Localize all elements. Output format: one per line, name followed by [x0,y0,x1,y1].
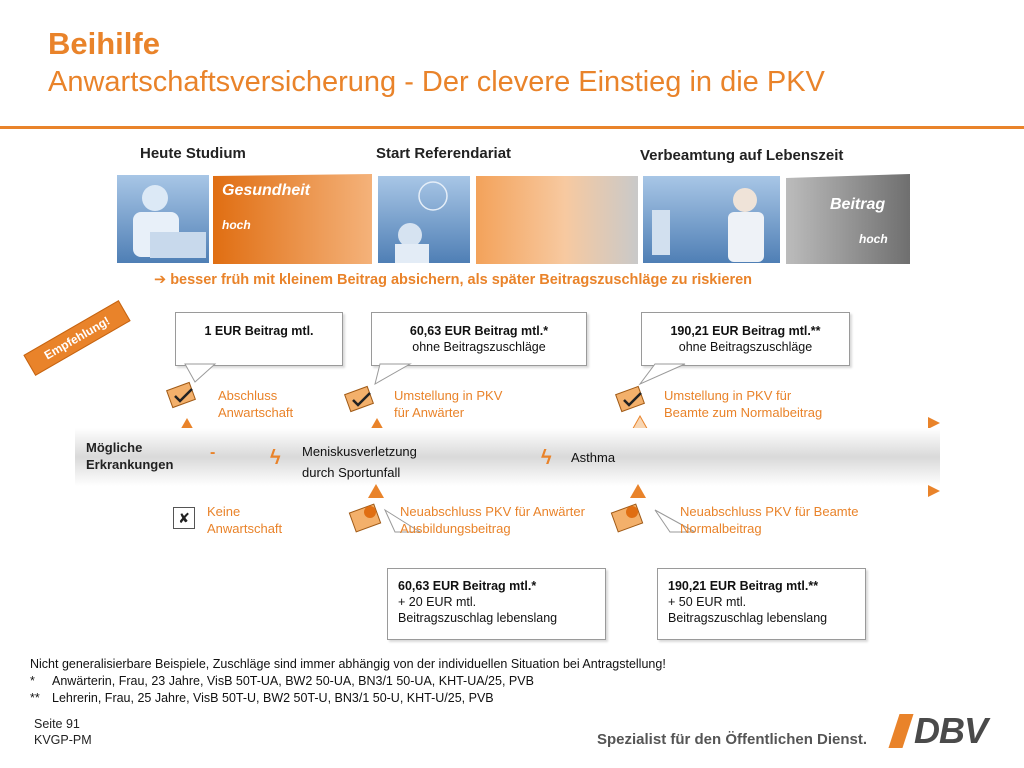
header-rule [0,126,1024,129]
contract-stamp-icon [610,500,650,534]
photo-lifetime [643,176,780,263]
callout-bottom-1-line2: + 20 EUR mtl. [398,595,477,609]
illness-none-dash: - [210,444,216,461]
arrow-right-icon: ➔ [154,272,167,288]
illness-1 [302,441,417,483]
lower-track-2 [400,503,585,537]
health-bar-level: hoch [222,218,251,232]
page-subtitle: Anwartschaftsversicherung - Der clevere Einstieg in die PKV [48,66,825,98]
lower-track-1-line2: Anwartschaft [207,521,283,536]
footnote-star1 [30,673,990,690]
dbv-logo [894,712,1004,752]
illness-band-label-line2: Erkrankungen [86,457,174,472]
lower-track-3 [680,503,858,537]
callout-top-3-pointer [640,364,685,384]
upper-track-1-line2: Anwartschaft [218,405,294,420]
photo-referendariat [378,176,470,263]
premium-bar-label: Beitrag [830,196,886,213]
callout-top-2-pointer [375,364,410,384]
signed-contract-icon [166,380,200,410]
cross-icon: ✘ [173,507,195,529]
callout-bottom-1-line1: 60,63 EUR Beitrag mtl.* [398,579,537,593]
callout-bottom-2 [657,568,866,640]
footnotes [30,656,990,707]
footnote-star1-mark: * [30,674,35,688]
upper-timeline-arrowhead [928,417,940,429]
stage-label-study: Heute Studium [140,145,246,162]
callout-top-2 [371,312,587,366]
footnote-star2 [30,690,990,707]
premium-bar-level: hoch [859,232,888,246]
lower-track-2-line2: Ausbildungsbeitrag [400,521,511,536]
upper-track-1 [218,387,293,421]
upper-track-2-line2: für Anwärter [394,405,465,420]
illness-1-line2: durch Sportunfall [302,465,401,480]
lightning-icon: ϟ [541,447,552,469]
signed-contract-icon [615,384,649,414]
lower-track-1-line1: Keine [207,504,241,519]
illness-band-label-line1: Mögliche [86,440,143,455]
premium-bar [786,174,910,264]
key-message [154,272,752,288]
footnote-star2-mark: ** [30,691,40,705]
upper-track-2-line1: Umstellung in PKV [394,388,503,403]
illness-band [75,428,940,486]
recommendation-badge: Empfehlung! [23,300,130,376]
footnote-star1-text: Anwärterin, Frau, 23 Jahre, VisB 50T-UA, BW2 50-UA, BN3/1 50-UA, KHT-UA/25, PVB [52,674,534,688]
callout-top-1-line1: 1 EUR Beitrag mtl. [204,324,314,338]
illness-1-line1: Meniskusverletzung [302,444,417,459]
signed-contract-icon [344,384,378,414]
stage-label-lifetime: Verbeamtung auf Lebenszeit [640,147,844,164]
upper-track-3-line1: Umstellung in PKV für [664,388,792,403]
upper-track-3-line2: Beamte zum Normalbeitrag [664,405,823,420]
upper-track-3 [664,387,822,421]
callout-bottom-1 [387,568,606,640]
callout-top-3-line1: 190,21 EUR Beitrag mtl.** [670,324,821,338]
footnote-star2-text: Lehrerin, Frau, 25 Jahre, VisB 50T-U, BW2 50T-U, BN3/1 50-U, KHT-U/25, PVB [52,691,494,705]
photo-student [117,175,209,263]
stage-label-referendariat: Start Referendariat [376,145,512,162]
illness-band-label [86,439,173,473]
callout-bottom-1-line3: Beitragszuschlag lebenslang [398,611,558,625]
illness-2: Asthma [571,450,616,465]
key-message-text: besser früh mit kleinem Beitrag absichern, als später Beitragszuschläge zu riskieren [170,272,753,288]
callout-bottom-2-line2: + 50 EUR mtl. [668,595,747,609]
lower-track-2-line1: Neuabschluss PKV für Anwärter [400,504,585,519]
callout-top-2-line1: 60,63 EUR Beitrag mtl.* [409,324,549,338]
lower-track-1 [207,503,282,537]
callout-top-1 [175,312,343,366]
lower-track-3-line2: Normalbeitrag [680,521,762,536]
health-bar-segment-2 [476,176,638,264]
upper-track-1-line1: Abschluss [218,388,278,403]
footer-page-number: Seite 91 [34,717,80,731]
page-title: Beihilfe [48,26,160,61]
lower-timeline-arrowhead [928,485,940,497]
upper-track-2 [394,387,502,421]
lightning-icon: ϟ [270,447,281,469]
callout-top-2-line2: ohne Beitragszuschläge [412,340,546,354]
contract-stamp-icon [348,500,388,534]
footer-slogan: Spezialist für den Öffentlichen Dienst. [597,731,868,748]
logo-text: DBV [914,710,988,751]
callout-bottom-2-line3: Beitragszuschlag lebenslang [668,611,828,625]
footer-code: KVGP-PM [34,733,92,747]
lower-track-3-line1: Neuabschluss PKV für Beamte [680,504,859,519]
footer-page-info [34,716,92,748]
health-bar-label: Gesundheit [222,182,311,199]
logo-mark-icon [888,714,913,748]
callout-top-3 [641,312,850,366]
callout-top-3-line2: ohne Beitragszuschläge [678,340,813,354]
stage-visual-strip [0,170,1024,270]
footnote-general: Nicht generalisierbare Beispiele, Zuschläge sind immer abhängig von der individuellen Situation bei Antragstellung! [30,657,666,671]
callout-bottom-2-line1: 190,21 EUR Beitrag mtl.** [668,579,819,593]
